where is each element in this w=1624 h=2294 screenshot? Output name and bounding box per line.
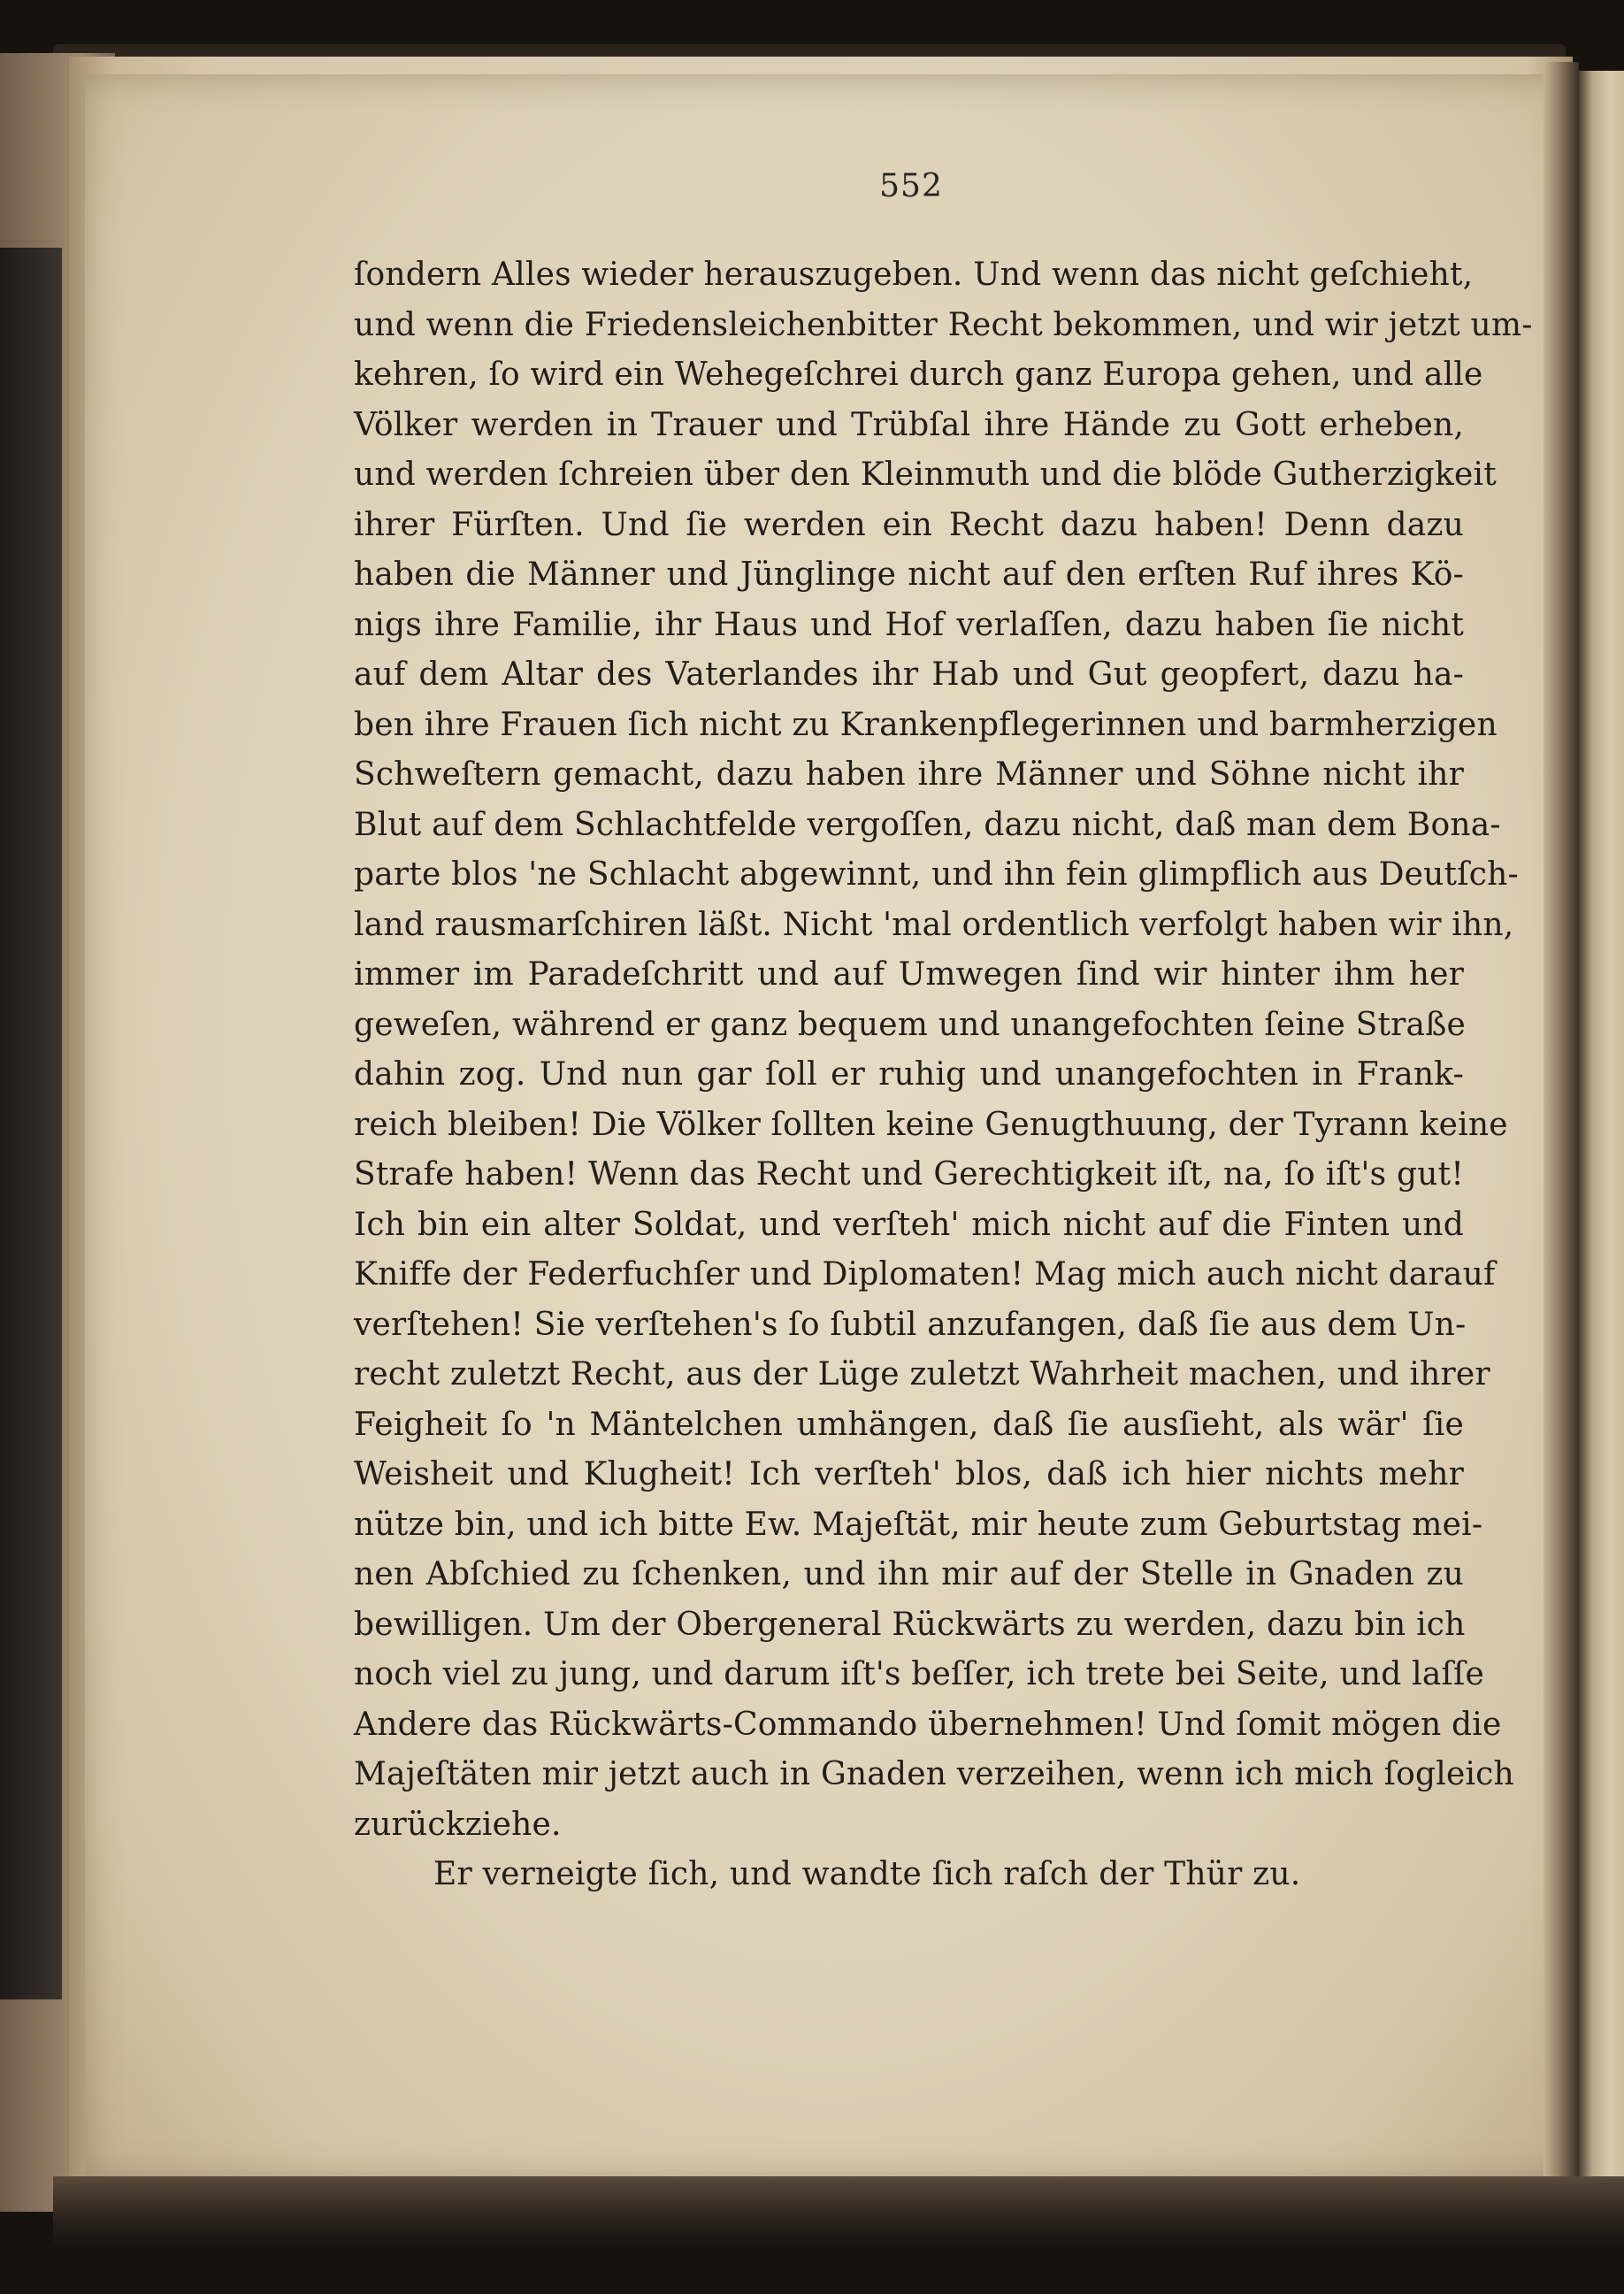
text-line: parte blos 'ne Schlacht abgewinnt, und ihn fein glimpflich aus Deutſch- — [354, 856, 1519, 893]
page-gutter — [1544, 62, 1579, 2221]
text-line: bewilligen. Um der Obergeneral Rückwärts zu werden, dazu bin ich — [354, 1606, 1466, 1643]
text-line: haben die Männer und Jünglinge nicht auf den erſten Ruf ihres Kö- — [354, 556, 1464, 593]
book-bottom-edge — [53, 2176, 1624, 2247]
text-line: Weisheit und Klugheit! Ich verſteh' blos, daß ich hier nichts mehr — [354, 1456, 1464, 1492]
text-line: Völker werden in Trauer und Trübſal ihre Hände zu Gott erheben, — [354, 406, 1464, 443]
text-line: verſtehen! Sie verſtehen's ſo ſubtil anzufangen, daß ſie aus dem Un- — [354, 1306, 1467, 1343]
text-line: und werden ſchreien über den Kleinmuth und die blöde Gutherzigkeit — [354, 456, 1497, 493]
text-line: Strafe haben! Wenn das Recht und Gerechtigkeit iſt, na, ſo iſt's gut! — [354, 1156, 1464, 1193]
text-line: recht zuletzt Recht, aus der Lüge zuletzt Wahrheit machen, und ihrer — [354, 1356, 1490, 1393]
text-line: dahin zog. Und nun gar ſoll er ruhig und unangefochten in Frank- — [354, 1056, 1464, 1093]
text-line: Majeſtäten mir jetzt auch in Gnaden verzeihen, wenn ich mich ſogleich — [354, 1756, 1514, 1792]
text-line: auf dem Altar des Vaterlandes ihr Hab und Gut geopfert, dazu ha- — [354, 656, 1464, 693]
text-line: noch viel zu jung, und darum iſt's beſſer, ich trete bei Seite, und laſſe — [354, 1656, 1485, 1692]
text-line: kehren, ſo wird ein Wehegeſchrei durch ganz Europa gehen, und alle — [354, 357, 1483, 393]
text-line: Kniffe der Federfuchſer und Diplomaten! Mag mich auch nicht darauf — [354, 1256, 1496, 1293]
text-line: Schweſtern gemacht, dazu haben ihre Männer und Söhne nicht ihr — [354, 756, 1464, 793]
text-line: ſondern Alles wieder herauszugeben. Und wenn das nicht geſchieht, — [354, 257, 1474, 293]
text-line: und wenn die Friedensleichenbitter Recht bekommen, und wir jetzt um- — [354, 306, 1533, 343]
text-line: Feigheit ſo 'n Mäntelchen umhängen, daß ſie ausſieht, als wär' ſie — [354, 1406, 1464, 1443]
text-line: geweſen, während er ganz bequem und unangefochten ſeine Straße — [354, 1006, 1466, 1043]
text-line: ben ihre Frauen ſich nicht zu Krankenpflegerinnen und barmherzigen — [354, 706, 1498, 743]
text-line: immer im Paradeſchritt und auf Umwegen ſind wir hinter ihm her — [354, 956, 1464, 993]
text-line: ihrer Fürſten. Und ſie werden ein Recht dazu haben! Denn dazu — [354, 506, 1464, 543]
text-line-paragraph-end: zurückziehe. — [354, 1806, 562, 1843]
text-line: nen Abſchied zu ſchenken, und ihn mir auf der Stelle in Gnaden zu — [354, 1556, 1464, 1592]
page-number: 552 — [879, 168, 943, 204]
text-line: nigs ihre Familie, ihr Haus und Hof verlaſſen, dazu haben ſie nicht — [354, 606, 1464, 643]
book-spine — [0, 248, 62, 1999]
body-text — [354, 250, 1533, 1900]
text-line: reich bleiben! Die Völker ſollten keine Genugthuung, der Tyrann keine — [354, 1106, 1508, 1143]
text-line: Blut auf dem Schlachtfelde vergoſſen, dazu nicht, daß man dem Bona- — [354, 806, 1501, 843]
text-line-paragraph-start: Er verneigte ſich, und wandte ſich raſch der Thür zu. — [433, 1856, 1301, 1892]
text-line: land rausmarſchiren läßt. Nicht 'mal ordentlich verfolgt haben wir ihn, — [354, 906, 1514, 943]
text-line: Andere das Rückwärts-Commando übernehmen! Und ſomit mögen die — [354, 1706, 1502, 1743]
facing-page-edge — [1579, 71, 1624, 2221]
text-line: nütze bin, und ich bitte Ew. Majeſtät, mir heute zum Geburtstag mei- — [354, 1506, 1483, 1543]
text-line: Ich bin ein alter Soldat, und verſteh' mich nicht auf die Finten und — [354, 1206, 1464, 1243]
